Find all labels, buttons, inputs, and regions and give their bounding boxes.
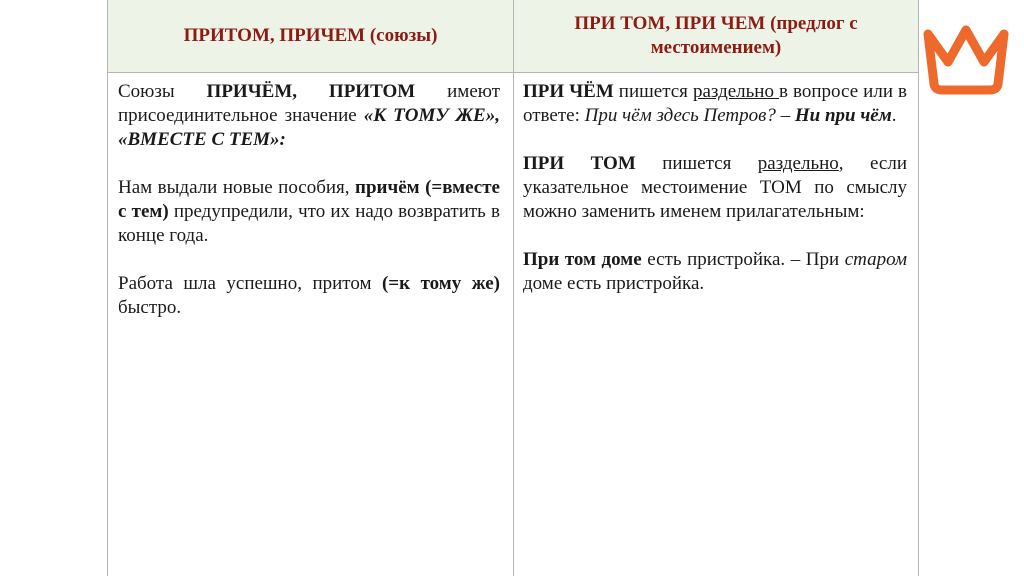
text: Нам выдали новые пособия,: [118, 177, 356, 198]
italic-text: старом: [844, 249, 907, 270]
bold-italic-text: «К ТОМУ ЖЕ», «ВМЕСТЕ С ТЕМ»:: [118, 105, 500, 150]
column-divider: [513, 0, 514, 576]
left-paragraph-3: [118, 272, 500, 320]
left-paragraph-2: [118, 176, 500, 248]
header-left: ПРИТОМ, ПРИЧЕМ (союзы): [183, 25, 438, 46]
bold-text: (=к тому же): [381, 273, 500, 294]
text: пишется: [613, 81, 693, 102]
right-paragraph-2: [523, 152, 907, 224]
right-paragraph-3: [523, 248, 907, 296]
bold-text: ПРИ ЧЁМ: [523, 81, 614, 102]
text: в вопросе или в ответе:: [523, 81, 908, 126]
right-column-body: [523, 80, 907, 296]
bold-text: ПРИЧЁМ, ПРИТОМ: [206, 81, 416, 102]
text: есть пристройка. – При: [641, 249, 845, 270]
comparison-table: [107, 0, 919, 576]
header-right: ПРИ ТОМ, ПРИ ЧЕМ (предлог с местоимением): [574, 13, 858, 58]
text: предупредили, что их надо возвратить в конце года.: [118, 201, 500, 246]
bold-text: ПРИ ТОМ: [523, 153, 636, 174]
text: быстро.: [118, 297, 182, 318]
underlined-text: раздельно: [757, 153, 839, 174]
text: доме есть пристройка.: [523, 273, 705, 294]
underlined-text: раздельно: [692, 81, 780, 102]
crown-icon: [920, 22, 1012, 102]
text: Союзы: [118, 81, 207, 102]
italic-text: При чём здесь Петров? –: [584, 105, 795, 126]
right-paragraph-1: [523, 80, 907, 128]
bold-text: При том доме: [523, 249, 642, 270]
bold-italic-text: Ни при чём: [794, 105, 892, 126]
text: Работа шла успешно, притом: [118, 273, 382, 294]
left-column-body: [118, 80, 500, 320]
text: , если указательное местоимение ТОМ по смыслу можно заменить именем прилагательным:: [523, 153, 907, 222]
left-paragraph-1: [118, 80, 500, 152]
text: .: [891, 105, 897, 126]
text: пишется: [635, 153, 758, 174]
bold-text: причём (=вместе с тем): [118, 177, 500, 222]
text: имеют присоединительное значение: [118, 81, 500, 126]
